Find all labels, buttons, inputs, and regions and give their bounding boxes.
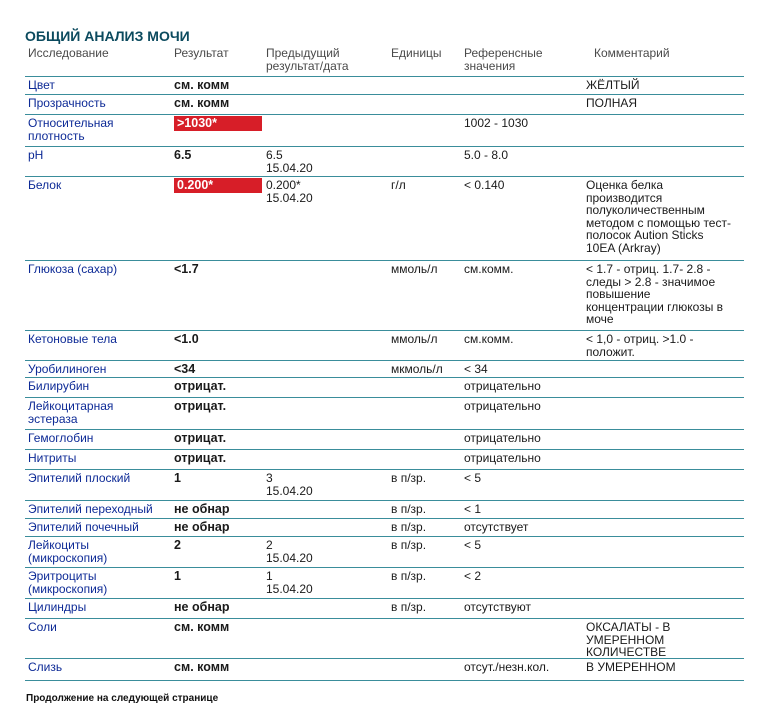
cell-units: в п/зр. [391,538,427,552]
cell-test: pH [28,148,44,162]
column-units: Единицы [391,46,442,60]
cell-result: <1.0 [174,332,199,346]
cell-result: отрицат. [174,431,227,445]
table-row [25,361,744,378]
cell-units: в п/зр. [391,600,427,614]
cell-comment: В УМЕРЕННОМ [586,660,676,674]
cell-result: 6.5 [174,148,192,162]
cell-reference: < 2 [464,569,482,583]
table-row [25,95,744,115]
cell-result [174,117,262,131]
cell-comment: < 1,0 - отриц. >1.0 - положит. [586,332,694,359]
cell-test: Цвет [28,78,55,92]
cell-result: 2 [174,538,181,552]
cell-comment: ОКСАЛАТЫ - В УМЕРЕННОМ КОЛИЧЕСТВЕ [586,620,671,659]
cell-test: Прозрачность [28,96,106,110]
column-result: Результат [174,46,229,60]
cell-result: см. комм [174,96,230,110]
column-comment: Комментарий [594,46,670,60]
table-row [25,77,744,95]
cell-units: в п/зр. [391,471,427,485]
table-header [25,45,744,77]
cell-previous: 1 15.04.20 [266,569,313,596]
cell-test: Относительная плотность [28,116,114,143]
cell-previous: 0.200* 15.04.20 [266,178,313,205]
cell-test: Эпителий плоский [28,471,131,485]
cell-reference: < 1 [464,502,482,516]
cell-reference: отрицательно [464,379,541,393]
cell-units: в п/зр. [391,502,427,516]
column-test: Исследование [28,46,109,60]
table-row [25,398,744,430]
cell-test: Эпителий почечный [28,520,139,534]
cell-test: Лейкоцитарная эстераза [28,399,114,426]
cell-comment: ПОЛНАЯ [586,96,638,110]
table-row [25,430,744,450]
cell-test: Белок [28,178,62,192]
results-table [25,45,744,681]
cell-comment: Оценка белка производится полуколичественным методом с помощью тест- полосок Aution Sticks 10EA (Arkray) [586,178,731,255]
cell-result: см. комм [174,78,230,92]
table-row [25,599,744,619]
cell-units: мкмоль/л [391,362,443,376]
cell-test: Слизь [28,660,63,674]
cell-reference: отрицательно [464,431,541,445]
cell-units: г/л [391,178,406,192]
cell-result: 1 [174,569,181,583]
cell-previous: 6.5 15.04.20 [266,148,313,175]
cell-result: не обнар [174,502,230,516]
column-previous: Предыдущий результат/дата [266,46,349,73]
cell-units: в п/зр. [391,569,427,583]
cell-units: в п/зр. [391,520,427,534]
table-row [25,537,744,568]
cell-reference: < 0.140 [464,178,505,192]
table-row [25,378,744,398]
cell-result: см. комм [174,620,230,634]
cell-units: ммоль/л [391,332,438,346]
cell-result [174,179,262,193]
cell-test: Уробилиноген [28,362,107,376]
cell-units: ммоль/л [391,262,438,276]
flagged-result: 0.200* [174,178,262,193]
cell-test: Кетоновые тела [28,332,117,346]
cell-reference: отрицательно [464,399,541,413]
table-row [25,659,744,681]
report-title: ОБЩИЙ АНАЛИЗ МОЧИ [25,28,190,44]
cell-comment: ЖЁЛТЫЙ [586,78,640,92]
cell-test: Нитриты [28,451,77,465]
table-row [25,501,744,519]
cell-reference: см.комм. [464,332,514,346]
cell-reference: отсут./незн.кол. [464,660,550,674]
cell-comment: < 1.7 - отриц. 1.7- 2.8 - следы > 2.8 - значимое повышение концентрации глюкозы в моче [586,262,724,326]
table-row [25,261,744,331]
cell-test: Билирубин [28,379,90,393]
cell-result: см. комм [174,660,230,674]
cell-result: отрицат. [174,399,227,413]
cell-result: <1.7 [174,262,199,276]
table-row [25,331,744,361]
cell-result: отрицат. [174,379,227,393]
cell-test: Глюкоза (сахар) [28,262,118,276]
cell-reference: 1002 - 1030 [464,116,529,130]
table-row [25,568,744,599]
cell-test: Соли [28,620,57,634]
cell-test: Эритроциты (микроскопия) [28,569,108,596]
column-reference: Референсные значения [464,46,543,73]
cell-reference: см.комм. [464,262,514,276]
cell-test: Эпителий переходный [28,502,153,516]
cell-result: отрицат. [174,451,227,465]
table-row [25,470,744,501]
continued-note: Продолжение на следующей странице [26,693,219,704]
cell-result: не обнар [174,600,230,614]
cell-previous: 3 15.04.20 [266,471,313,498]
cell-result: <34 [174,362,196,376]
cell-reference: отрицательно [464,451,541,465]
cell-reference: 5.0 - 8.0 [464,148,509,162]
cell-test: Гемоглобин [28,431,94,445]
cell-reference: отсутствуют [464,600,531,614]
cell-result: не обнар [174,520,230,534]
cell-reference: < 5 [464,538,482,552]
cell-test: Лейкоциты (микроскопия) [28,538,108,565]
cell-reference: < 5 [464,471,482,485]
table-row [25,619,744,659]
table-row [25,519,744,537]
cell-reference: отсутствует [464,520,529,534]
cell-previous: 2 15.04.20 [266,538,313,565]
table-row [25,147,744,177]
table-row [25,450,744,470]
cell-result: 1 [174,471,181,485]
table-row [25,177,744,261]
cell-reference: < 34 [464,362,488,376]
table-row [25,115,744,147]
flagged-result: >1030* [174,116,262,131]
cell-test: Цилиндры [28,600,87,614]
